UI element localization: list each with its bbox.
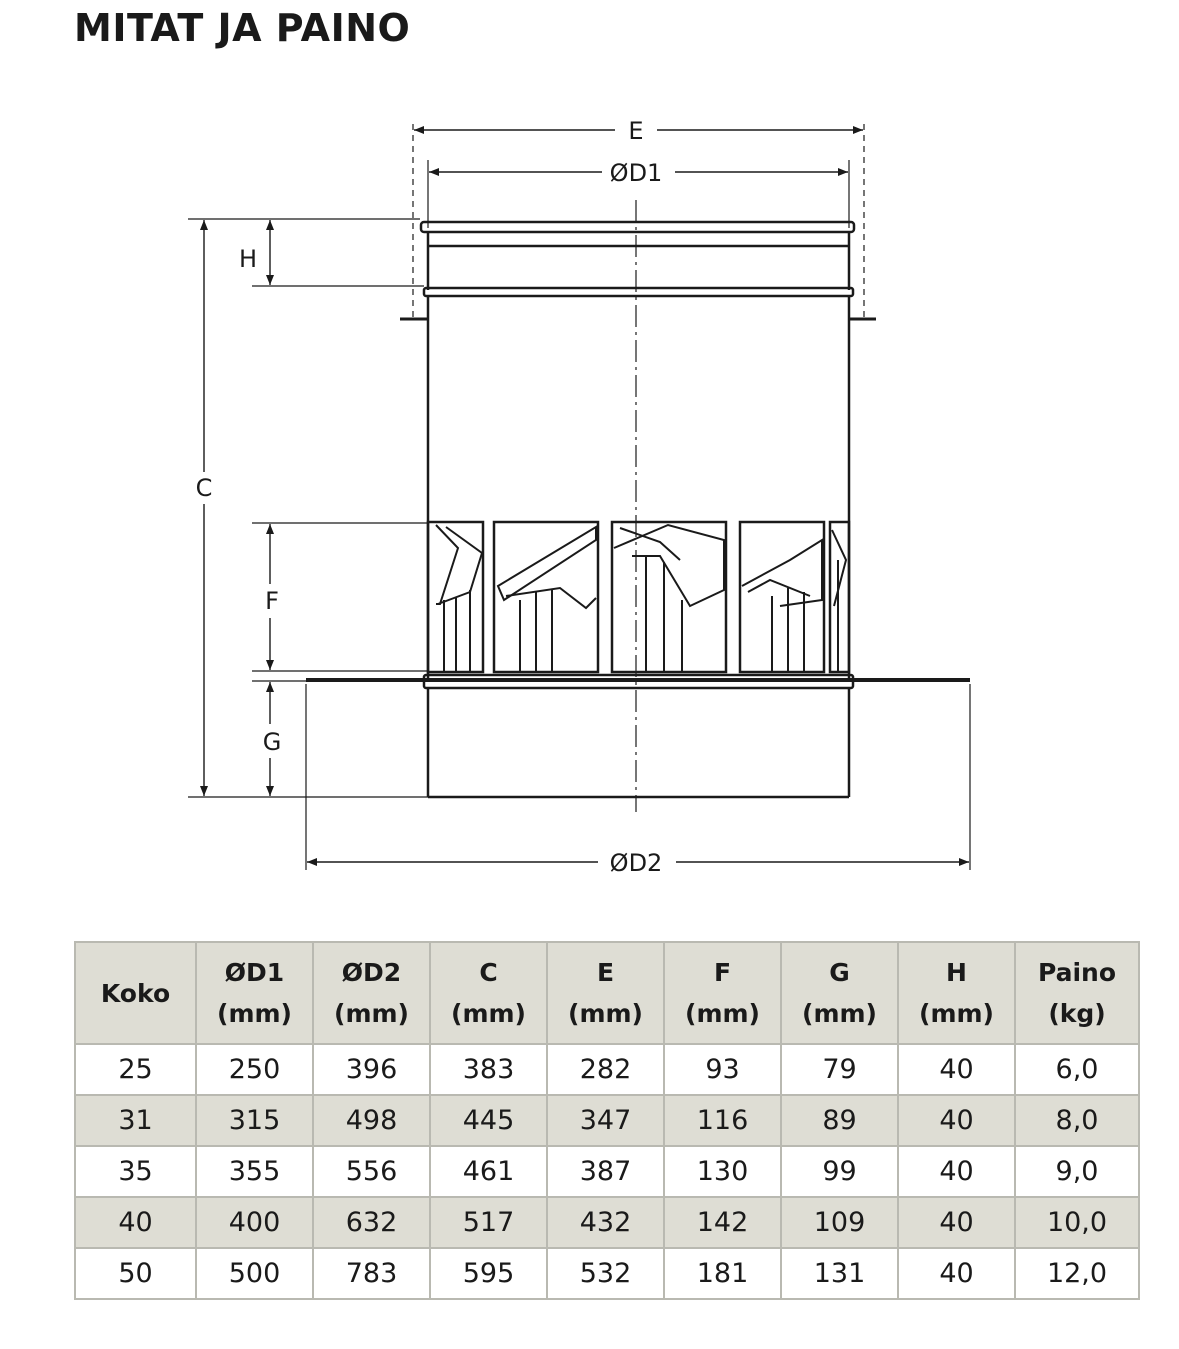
table-cell: 556	[313, 1146, 430, 1197]
table-cell: 40	[898, 1146, 1015, 1197]
table-cell: 8,0	[1015, 1095, 1139, 1146]
table-cell: 387	[547, 1146, 664, 1197]
table-cell: 142	[664, 1197, 781, 1248]
table-cell: 10,0	[1015, 1197, 1139, 1248]
table-cell: 783	[313, 1248, 430, 1299]
top-flange	[421, 222, 854, 232]
table-cell: 595	[430, 1248, 547, 1299]
table-cell: 517	[430, 1197, 547, 1248]
table-row	[75, 1248, 1139, 1299]
table-cell: 347	[547, 1095, 664, 1146]
table-cell: 25	[75, 1044, 196, 1095]
column-header: H (mm)	[898, 942, 1015, 1044]
table-cell: 40	[898, 1197, 1015, 1248]
table-row	[75, 1197, 1139, 1248]
table-cell: 498	[313, 1095, 430, 1146]
table-cell: 40	[898, 1248, 1015, 1299]
column-header: E (mm)	[547, 942, 664, 1044]
column-header: ØD1 (mm)	[196, 942, 313, 1044]
dim-label-d2: ØD2	[609, 849, 663, 877]
table-cell: 500	[196, 1248, 313, 1299]
table-cell: 50	[75, 1248, 196, 1299]
column-header: ØD2 (mm)	[313, 942, 430, 1044]
dimensions-table	[74, 941, 1140, 1300]
table-cell: 432	[547, 1197, 664, 1248]
column-header: Koko	[75, 942, 196, 1044]
table-cell: 12,0	[1015, 1248, 1139, 1299]
table-row	[75, 1095, 1139, 1146]
table-cell: 89	[781, 1095, 898, 1146]
dim-label-c: C	[195, 474, 213, 502]
table-cell: 40	[898, 1095, 1015, 1146]
table-cell: 355	[196, 1146, 313, 1197]
table-row	[75, 1146, 1139, 1197]
collar-ring	[424, 288, 853, 296]
column-header: G (mm)	[781, 942, 898, 1044]
table-cell: 109	[781, 1197, 898, 1248]
dim-label-e: E	[628, 117, 644, 145]
table-cell: 40	[898, 1044, 1015, 1095]
table-cell: 6,0	[1015, 1044, 1139, 1095]
table-row	[75, 1044, 1139, 1095]
dim-label-g: G	[262, 728, 282, 756]
column-header: C (mm)	[430, 942, 547, 1044]
dim-label-d1: ØD1	[609, 159, 663, 187]
table-cell: 40	[75, 1197, 196, 1248]
table-cell: 131	[781, 1248, 898, 1299]
table-cell: 181	[664, 1248, 781, 1299]
table-cell: 250	[196, 1044, 313, 1095]
table-cell: 315	[196, 1095, 313, 1146]
table-cell: 130	[664, 1146, 781, 1197]
table-cell: 445	[430, 1095, 547, 1146]
table-cell: 383	[430, 1044, 547, 1095]
table-cell: 99	[781, 1146, 898, 1197]
table-cell: 116	[664, 1095, 781, 1146]
table-cell: 9,0	[1015, 1146, 1139, 1197]
table-cell: 31	[75, 1095, 196, 1146]
column-header: Paino (kg)	[1015, 942, 1139, 1044]
table-cell: 400	[196, 1197, 313, 1248]
table-cell: 79	[781, 1044, 898, 1095]
table-cell: 396	[313, 1044, 430, 1095]
dim-label-h: H	[238, 245, 258, 273]
table-cell: 461	[430, 1146, 547, 1197]
page-title: MITAT JA PAINO	[74, 6, 411, 50]
table-cell: 282	[547, 1044, 664, 1095]
column-header: F (mm)	[664, 942, 781, 1044]
table-header-row	[75, 942, 1139, 1044]
table-cell: 532	[547, 1248, 664, 1299]
louver-frame	[740, 522, 824, 672]
table-cell: 632	[313, 1197, 430, 1248]
table-cell: 93	[664, 1044, 781, 1095]
table-cell: 35	[75, 1146, 196, 1197]
dim-label-f: F	[265, 587, 279, 615]
